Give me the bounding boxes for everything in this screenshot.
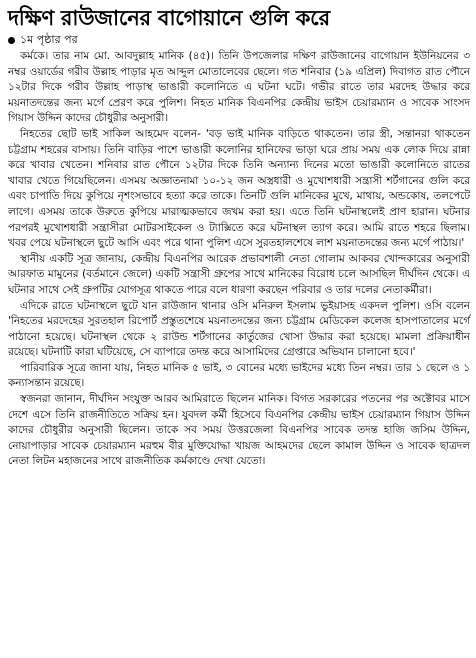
article-body (8, 49, 470, 470)
paragraph: পারিবারিক সূত্রে জানা যায়, নিহত মানিক ৫ ভাই, ৩ বোনের মধ্যে ভাইদের মধ্যে তিন নম্বর। তার ১ ছেলে ও ১ কন্যাসন্তান রয়েছে। (8, 361, 470, 390)
paragraph: নিহতের ছোট ভাই সাকিল আহমেদ বলেন- 'বড় ভাই মানিক বাড়িতে থাকতেন। তার স্ত্রী, সন্তানরা থাকতেন চট্টগ্রাম শহরের বাসায়। তিনি বাড়ির পাশে ভাঙারী কলোনির হানিফের ভাড়া ঘরে প্রায় সময় এক লোক দিয়ে রান্না করে খাবার খেতেন। শনিবার রাত পৌনে ১২টার দিকে তিনি অন্যান্য দিনের মতো ভাঙারী কলোনিতে রাতের খাবার খেতে গিয়েছিলেন। এসময় অজ্ঞাতনামা ১০-১২ জন অস্ত্রধারী ও মুখোশধারী সন্ত্রাসী শর্টগানের গুলি করে এবং চাপাতি দিয়ে কুপিয়ে নৃশংসভাবে হত্যা করে তাকে। তিনটি গুলি মানিকের মুখে, মাথায়, অন্ডকোষ, তলপেটে লাগে। এসময় তাকে উরুতে কুপিয়ে মারাত্মকভাবে জখম করা হয়। এতে তিনি ঘটনাস্থলেই প্রাণ হারান। ঘটনার পরপরই মুখোশধারী সন্ত্রাসীরা মোটরসাইকেল ও ট্যাক্সিতে করে ঘটনাস্থল ত্যাগ করে। আমি রাতে শহরে ছিলাম। খবর পেয়ে ঘটনাস্থলে ছুটে আসি এবং পরে থানা পুলিশ এসে সুরতহালশেষে লাশ ময়নাতদন্তের জন্য মর্গে পাঠায়।' (8, 127, 470, 250)
paragraph: এদিকে রাতে ঘটনাস্থলে ছুটে যান রাউজান থানার ওসি মনিরুল ইসলাম ভুইয়াসহ একদল পুলিশ। ওসি বলেন 'নিহতের মরদেহের সুরতহাল রিপোর্ট প্রস্তুতশেষে ময়নাতদন্তের জন্য চট্টগ্রাম মেডিকেল কলেজ হাসপাতালের মর্গে পাঠানো হয়েছে। ঘটনাস্থল থেকে ২ রাউন্ড শর্টগানের কার্তুজের খোসা উদ্ধার করা হয়েছে। মামলা প্রক্রিয়াধীন রয়েছে। ঘটনাটি কারা ঘটিয়েছে, সে ব্যাপারে তদন্ত করে আসামিদের গ্রেপ্তারে অভিযান চালানো হবে।' (8, 299, 470, 359)
paragraph: স্থানীয় একটি সূত্র জানায়, কেন্দ্রীয় বিএনপির আরেক প্রভাবশালী নেতা গোলাম আকবর খোন্দকারের অনুসারী আরফাত মামুনের (বর্তমানে জেলে) একটি সন্ত্রাসী গ্রুপের সাথে মানিকের বিরোধ চলে আসছিল দীর্ঘদিন থেকে। এ ঘটনার সাথে সেই গ্রুপটির যোগসূত্র থাকতে পারে বলে ধারণা করছেন পরিবার ও তার দলের নেতাকর্মীরা। (8, 252, 470, 296)
paragraph: কর্মকে। তার নাম মো. আবদুল্লাহ মানিক (৪৫)। তিনি উপজেলার দক্ষিণ রাউজানের বাগোয়ান ইউনিয়নের ৩ নম্বর ওয়ার্ডের গরীব উল্লাহ পাড়ার মৃত আব্দুল মোতালেবের ছেলে। গত শনিবার (১৯ এপ্রিল) দিবাগত রাত পৌনে ১২টার দিকে গরীব উল্লাহ পাড়াস্থ ভাঙারী কলোনিতে এ ঘটনা ঘটে। গভীর রাতে তার মরদেহ উদ্ধার করে ময়নাতদন্তের জন্য মর্গে প্রেরণ করে পুলিশ। নিহত মানিক বিএনপির কেন্দ্রীয় ভাইস চেয়ারম্যান ও সাবেক সাংসদ গিয়াস উদ্দিন কাদের চৌধুরীর অনুসারী। (8, 50, 470, 125)
continuation-line (8, 33, 470, 47)
continuation-label: ১ম পৃষ্ঠার পর (20, 33, 78, 46)
bullet-icon (8, 37, 15, 44)
headline: দক্ষিণ রাউজানের বাগোয়ানে গুলি করে (8, 6, 330, 30)
paragraph: স্বজনরা জানান, দীর্ঘদিন সংযুক্ত আরব আমিরাতে ছিলেন মানিক। বিগত সরকারের পতনের পর অক্টোবর মাসে দেশে এসে তিনি রাজনীতিতে সক্রিয় হন। যুবদল কর্মী হিসেবে বিএনপির কেন্দ্রীয় ভাইস চেয়ারম্যান গিয়াস উদ্দিন কাদের চৌধুরীর অনুসারী ছিলেন। তাকে সব সময় উত্তরজেলা বিএনপির সাবেক তদন্ত হাজি জসিম উদ্দিন, নোয়াপাড়ার সাবেক চেয়ারম্যান মরহুম বীর মুক্তিযোদ্ধা খায়জ আহমদের ছেলে কামাল উদ্দিন ও সাবেক ছাত্রদল নেতা লিটন মহাজনের সাথে রাজনীতিক কর্মকাণ্ডে দেখা যেতো। (8, 393, 470, 468)
